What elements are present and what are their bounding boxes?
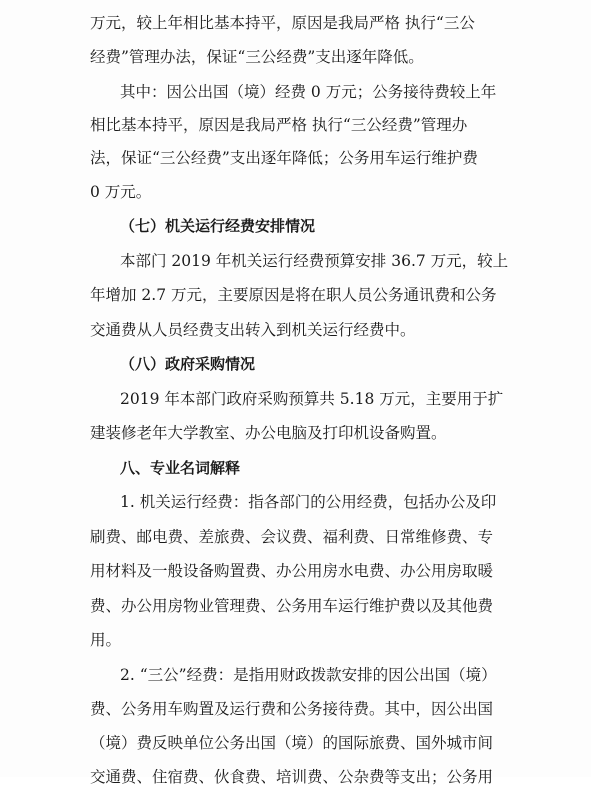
section-heading: （七）机关运行经费安排情况 [120, 217, 316, 235]
paragraph-line: 费、公务用车购置及运行费和公务接待费。其中，因公出国 [90, 700, 494, 718]
paragraph-line: 刷费、邮电费、差旅费、会议费、福利费、日常维修费、专 [90, 528, 494, 546]
paragraph-line: 本部门 2019 年机关运行经费预算安排 36.7 万元，较上 [120, 252, 509, 270]
paragraph-line: 法，保证“三公经费”支出逐年降低；公务用车运行维护费 [90, 149, 478, 167]
paragraph-line: 2. “三公”经费：是指用财政拨款安排的因公出国（境） [120, 666, 497, 684]
section-heading: 八、专业名词解释 [120, 459, 241, 477]
paragraph-line: 费、办公用房物业管理费、公务用车运行维护费以及其他费 [90, 597, 494, 615]
section-heading: （八）政府采购情况 [120, 355, 256, 373]
paragraph-line: 交通费、住宿费、伙食费、培训费、公杂费等支出；公务用 [90, 768, 494, 786]
paragraph-line: 万元，较上年相比基本持平，原因是我局严格 执行“三公 [90, 14, 475, 32]
paragraph-line: 用。 [90, 631, 122, 649]
paragraph-line: 相比基本持平，原因是我局严格 执行“三公经费”管理办 [90, 116, 468, 134]
paragraph-line: 经费”管理办法，保证“三公经费”支出逐年降低。 [90, 48, 424, 66]
paragraph-line: 2019 年本部门政府采购预算共 5.18 万元，主要用于扩 [120, 390, 504, 408]
paragraph-line: 建装修老年大学教室、办公电脑及打印机设备购置。 [90, 424, 447, 442]
paragraph-line: （境）费反映单位公务出国（境）的国际旅费、国外城市间 [90, 734, 494, 752]
paragraph-line: 用材料及一般设备购置费、办公用房水电费、办公用房取暖 [90, 562, 494, 580]
paragraph-line: 年增加 2.7 万元，主要原因是将在职人员公务通讯费和公务 [90, 286, 497, 304]
paragraph-line: 0 万元。 [90, 183, 152, 201]
paragraph-line: 交通费从人员经费支出转入到机关运行经费中。 [90, 321, 416, 339]
paragraph-line: 1. 机关运行经费：指各部门的公用经费，包括办公及印 [120, 493, 497, 511]
paragraph-line: 其中：因公出国（境）经费 0 万元；公务接待费较上年 [120, 83, 497, 101]
